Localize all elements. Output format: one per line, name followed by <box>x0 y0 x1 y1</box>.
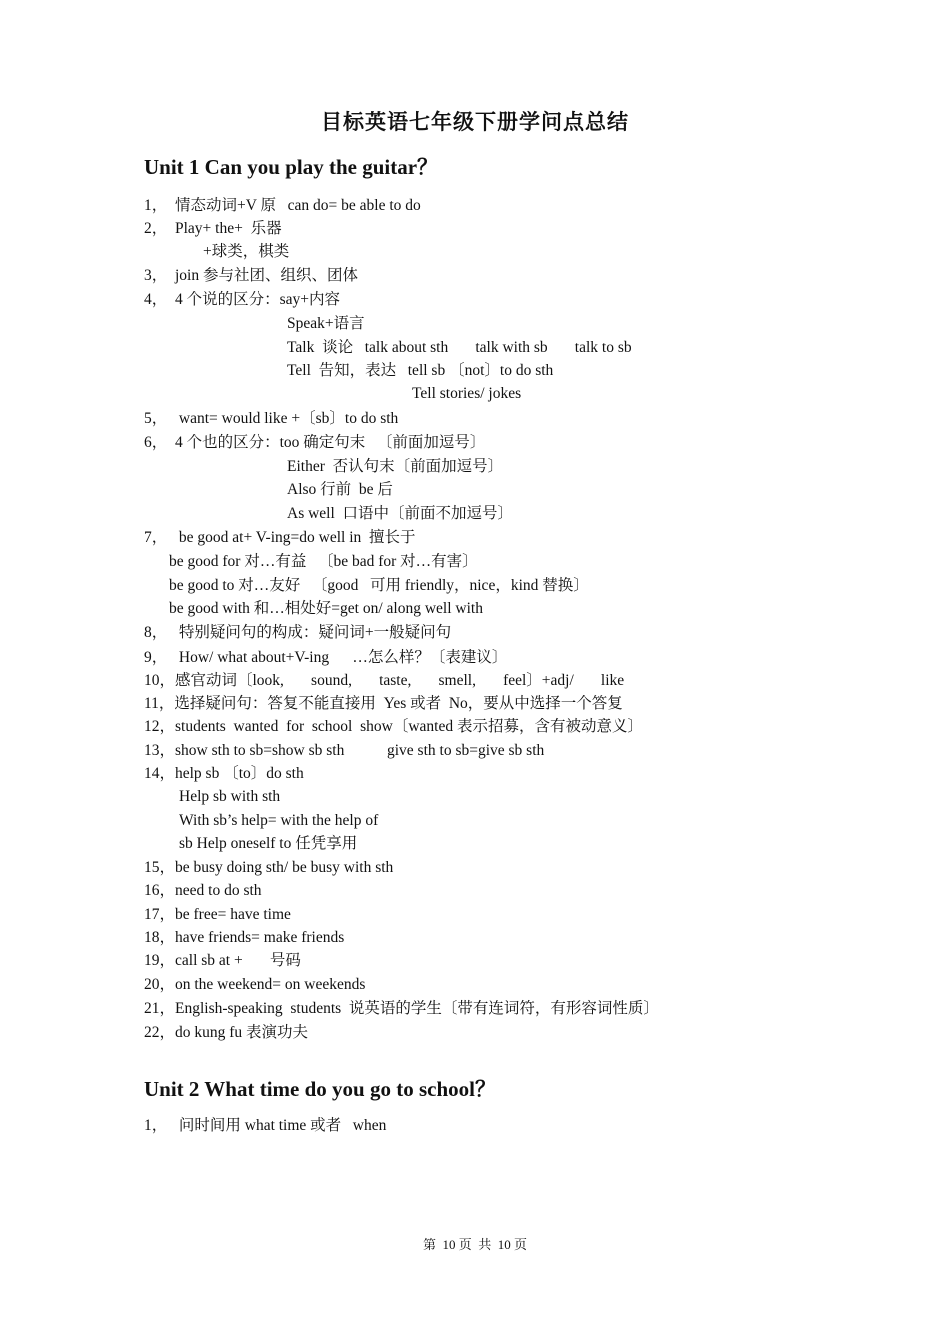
list-item: 14，help sb 〔to〕do sth <box>144 765 304 782</box>
list-item: be good for 对…有益 〔be bad for 对…有害〕 <box>169 553 478 570</box>
list-item: Tell stories/ jokes <box>412 385 522 402</box>
list-item: 4， 4 个说的区分：say+内容 <box>144 291 341 308</box>
list-item: 7， be good at+ V-ing=do well in 擅长于 <box>144 529 416 546</box>
list-item: 10，感官动词〔look, sound, taste, smell, feel〕+adj/ like <box>144 672 625 689</box>
document-title: 目标英语七年级下册学问点总结 <box>321 110 629 134</box>
list-item: 1， 情态动词+V 原 can do= be able to do <box>144 197 421 214</box>
list-item: Speak+语言 <box>287 315 365 332</box>
list-item: 3， join 参与社团、组织、团体 <box>144 267 358 284</box>
list-item: 11，选择疑问句：答复不能直接用 Yes 或者 No，要从中选择一个答复 <box>144 695 623 712</box>
list-item: With sb’s help= with the help of <box>179 812 379 829</box>
list-item: sb Help oneself to 任凭享用 <box>179 835 358 852</box>
list-item: Talk 谈论 talk about sth talk with sb talk to sb <box>287 339 632 356</box>
list-item: 8， 特别疑问句的构成：疑问词+一般疑问句 <box>144 624 452 641</box>
list-item: 21，English-speaking students 说英语的学生〔带有连词符，有形容词性质〕 <box>144 1000 659 1017</box>
list-item: 19，call sb at + 号码 <box>144 952 301 969</box>
list-item: 15，be busy doing sth/ be busy with sth <box>144 859 394 876</box>
list-item: 9， How/ what about+V-ing …怎么样？〔表建议〕 <box>144 649 508 666</box>
list-item: +球类，棋类 <box>203 243 290 260</box>
list-item: As well 口语中〔前面不加逗号〕 <box>287 505 514 522</box>
list-item: 2， Play+ the+ 乐器 <box>144 220 282 237</box>
list-item: Help sb with sth <box>179 788 281 805</box>
list-item: Either 否认句末〔前面加逗号〕 <box>287 458 504 475</box>
unit-2-heading: Unit 2 What time do you go to school？ <box>144 1077 496 1101</box>
list-item: 5， want= would like +〔sb〕to do sth <box>144 410 399 427</box>
list-item: 18，have friends= make friends <box>144 929 345 946</box>
list-item: 17，be free= have time <box>144 906 291 923</box>
unit-1-heading: Unit 1 Can you play the guitar？ <box>144 155 439 179</box>
list-item: 20，on the weekend= on weekends <box>144 976 366 993</box>
list-item: Tell 告知，表达 tell sb 〔not〕to do sth <box>287 362 554 379</box>
list-item: 16，need to do sth <box>144 882 262 899</box>
list-item: 13，show sth to sb=show sb sth give sth to sb=give sb sth <box>144 742 545 759</box>
list-item: 22，do kung fu 表演功夫 <box>144 1024 309 1041</box>
list-item: be good with 和…相处好=get on/ along well with <box>169 600 483 617</box>
list-item: be good to 对…友好 〔good 可用 friendly，nice，kind 替换〕 <box>169 577 589 594</box>
list-item: 1， 问时间用 what time 或者 when <box>144 1117 387 1134</box>
list-item: Also 行前 be 后 <box>287 481 393 498</box>
page-footer: 第 10 页 共 10 页 <box>422 1237 527 1252</box>
list-item: 12，students wanted for school show〔wanted 表示招募，含有被动意义〕 <box>144 718 643 735</box>
list-item: 6， 4 个也的区分：too 确定句末 〔前面加逗号〕 <box>144 434 486 451</box>
